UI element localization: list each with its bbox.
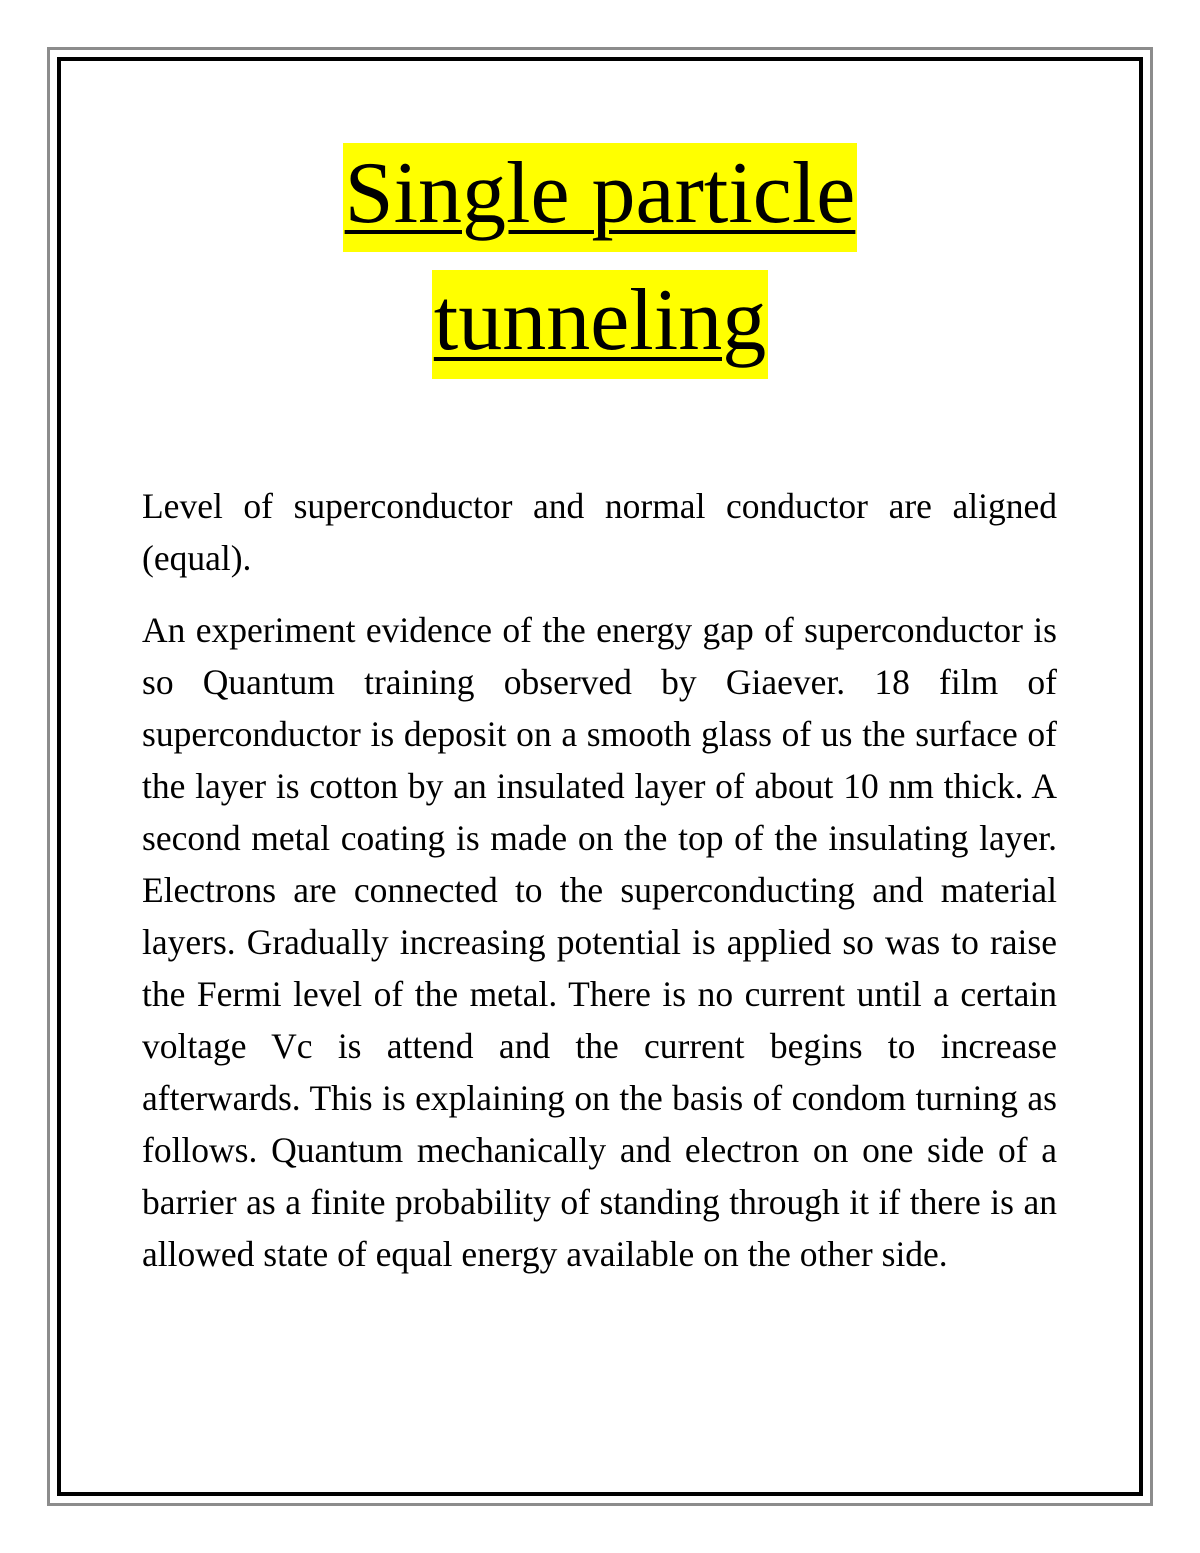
- paragraph-giaever-experiment: An experiment evidence of the energy gap of superconductor is so Quantum training observed by Giaever. 18 film of superconductor is deposit on a smooth glass of us the surface of the layer is cotton by an insulated layer of about 10 nm thick. A second metal coating is made on the top of the insulating layer. Electrons are connected to the superconducting and material layers. Gradually increasing potential is applied so was to raise the Fermi level of the metal. There is no current until a certain voltage Vc is attend and the current begins to increase afterwards. This is explaining on the basis of condom turning as follows. Quantum mechanically and electron on one side of a barrier as a finite probability of standing through it if there is an allowed state of equal energy available on the other side.: [142, 610, 1057, 1274]
- page-title-line-1: [0, 145, 1200, 242]
- title-highlight-2: tunneling: [432, 270, 768, 379]
- page-title-line-2: [0, 272, 1200, 369]
- title-highlight-1: Single particle: [343, 143, 858, 252]
- paragraph-levels-aligned: Level of superconductor and normal conductor are aligned (equal).: [142, 486, 1057, 578]
